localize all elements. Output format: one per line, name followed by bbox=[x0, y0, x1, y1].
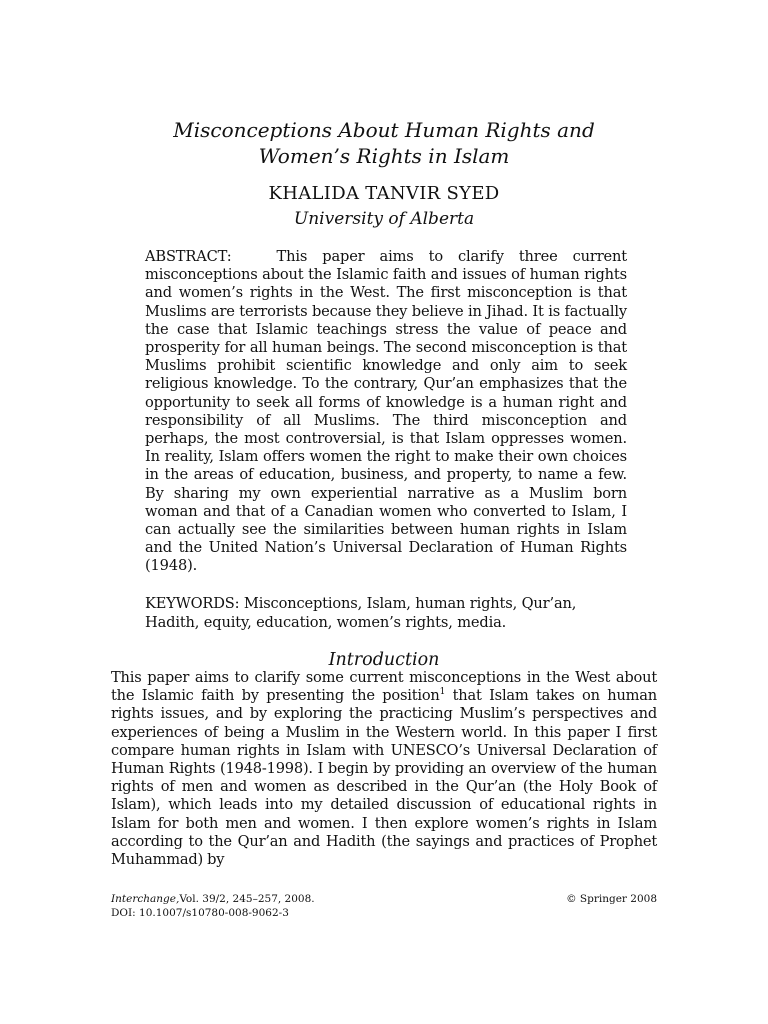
paper-title bbox=[110, 117, 658, 169]
introduction-paragraph bbox=[111, 669, 657, 869]
journal-name: Interchange, bbox=[111, 893, 180, 905]
author-name: KHALIDA TANVIR SYED bbox=[268, 183, 500, 204]
footnote-marker[interactable]: 1 bbox=[439, 687, 446, 698]
doi[interactable]: DOI: 10.1007/s10780-008-9062-3 bbox=[111, 907, 289, 919]
volume-info: Vol. 39/2, 245–257, 2008. bbox=[179, 893, 315, 905]
author-affiliation: University of Alberta bbox=[293, 209, 475, 229]
intro-text-part-2: that Islam takes on human rights issues, and by exploring the practicing Muslim’s perspectives and experiences of being a Muslim in the Western world. In this paper I first compare human rights in Islam with UNESCO’s Universal Declaration of Human Rights (1948-1998). I begin by providing an overview of the human rights of men and women as described in the Qur’an (the Holy Book of Islam), which leads into my detailed discussion of educational rights in Islam for both men and women. I then explore women’s rights in Islam according to the Qur’an and Hadith (the sayings and practices of Prophet Muhammad) by bbox=[111, 687, 657, 869]
copyright-notice: © Springer 2008 bbox=[566, 893, 657, 905]
footer-citation bbox=[111, 892, 315, 906]
page-footer bbox=[111, 892, 657, 920]
abstract: ABSTRACT: This paper aims to clarify three current misconceptions about the Islamic faith and issues of human rights and women’s rights in the West. The first misconception is that Muslims are terrorists because they believe in Jihad. It is factually the case that Islamic teachings stress the value of peace and prosperity for all human beings. The second misconception is that Muslims prohibit scientific knowledge and only aim to seek religious knowledge. To the contrary, Qur’an emphasizes that the opportunity to seek all forms of knowledge is a human right and responsibility of all Muslims. The third misconception and perhaps, the most controversial, is that Islam oppresses women. In reality, Islam offers women the right to make their own choices in the areas of education, business, and property, to name a few. By sharing my own experiential narrative as a Muslim born woman and that of a Canadian women who converted to Islam, I can actually see the similarities between human rights in Islam and the United Nation’s Universal Declaration of Human Rights (1948). bbox=[145, 248, 627, 575]
keywords: KEYWORDS: Misconceptions, Islam, human rights, Qur’an, Hadith, equity, education, women’s rights, media. bbox=[145, 595, 577, 631]
footer-citation-row bbox=[111, 892, 657, 906]
paper-title-line-2: Women’s Rights in Islam bbox=[258, 144, 510, 168]
intro-text-part-1: This paper aims to clarify some current misconceptions in the West about the Islamic faith by presenting the position bbox=[111, 669, 657, 705]
section-heading-introduction: Introduction bbox=[328, 650, 440, 670]
paper-title-line-1: Misconceptions About Human Rights and bbox=[173, 118, 595, 142]
